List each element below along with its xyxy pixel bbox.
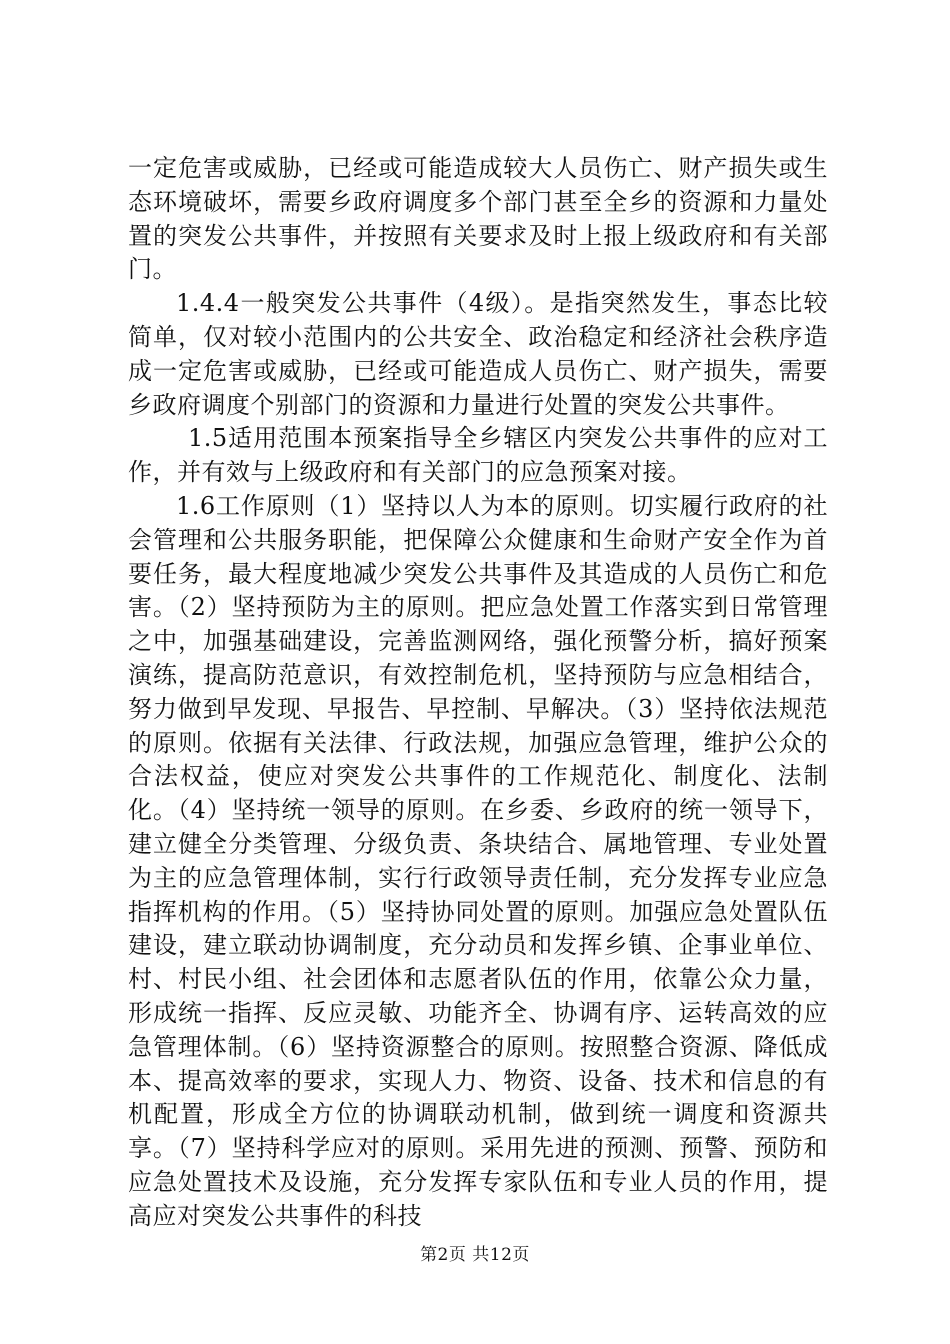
page-number-footer: 第2页 共12页 [420,1245,530,1265]
document-body [128,152,828,1234]
paragraph-1-5: 1.5适用范围本预案指导全乡辖区内突发公共事件的应对工作，并有效与上级政府和有关部门的应急预案对接。 [128,424,828,487]
paragraph-1-6: 1.6工作原则（1）坚持以人为本的原则。切实履行政府的社会管理和公共服务职能，把保障公众健康和生命财产安全作为首要任务，最大程度地减少突发公共事件及其造成的人员伤亡和危害。（2）坚持预防为主的原则。把应急处置工作落实到日常管理之中，加强基础建设，完善监测网络，强化预警分析，搞好预案演练，提高防范意识，有效控制危机，坚持预防与应急相结合，努力做到早发现、早报告、早控制、早解决。（3）坚持依法规范的原则。依据有关法律、行政法规，加强应急管理，维护公众的合法权益，使应对突发公共事件的工作规范化、制度化、法制化。（4）坚持统一领导的原则。在乡委、乡政府的统一领导下，建立健全分类管理、分级负责、条块结合、属地管理、专业处置为主的应急管理体制，实行行政领导责任制，充分发挥专业应急指挥机构的作用。（5）坚持协同处置的原则。加强应急处置队伍建设，建立联动协调制度，充分动员和发挥乡镇、企事业单位、村、村民小组、社会团体和志愿者队伍的作用，依靠公众力量，形成统一指挥、反应灵敏、功能齐全、协调有序、运转高效的应急管理体制。（6）坚持资源整合的原则。按照整合资源、降低成本、提高效率的要求，实现人力、物资、设备、技术和信息的有机配置，形成全方位的协调联动机制，做到统一调度和资源共享。（7）坚持科学应对的原则。采用先进的预测、预警、预防和应急处置技术及设施，充分发挥专家队伍和专业人员的作用，提高应对突发公共事件的科技 [128,491,828,1230]
paragraph-continuation: 一定危害或威胁，已经或可能造成较大人员伤亡、财产损失或生态环境破坏，需要乡政府调度多个部门甚至全乡的资源和力量处置的突发公共事件，并按照有关要求及时上报上级政府和有关部门。 [128,154,828,284]
paragraph-1-4-4: 1.4.4一般突发公共事件（4级）。是指突然发生，事态比较简单，仅对较小范围内的公共安全、政治稳定和经济社会秩序造成一定危害或威胁，已经或可能造成人员伤亡、财产损失，需要乡政府调度个别部门的资源和力量进行处置的突发公共事件。 [128,289,828,419]
